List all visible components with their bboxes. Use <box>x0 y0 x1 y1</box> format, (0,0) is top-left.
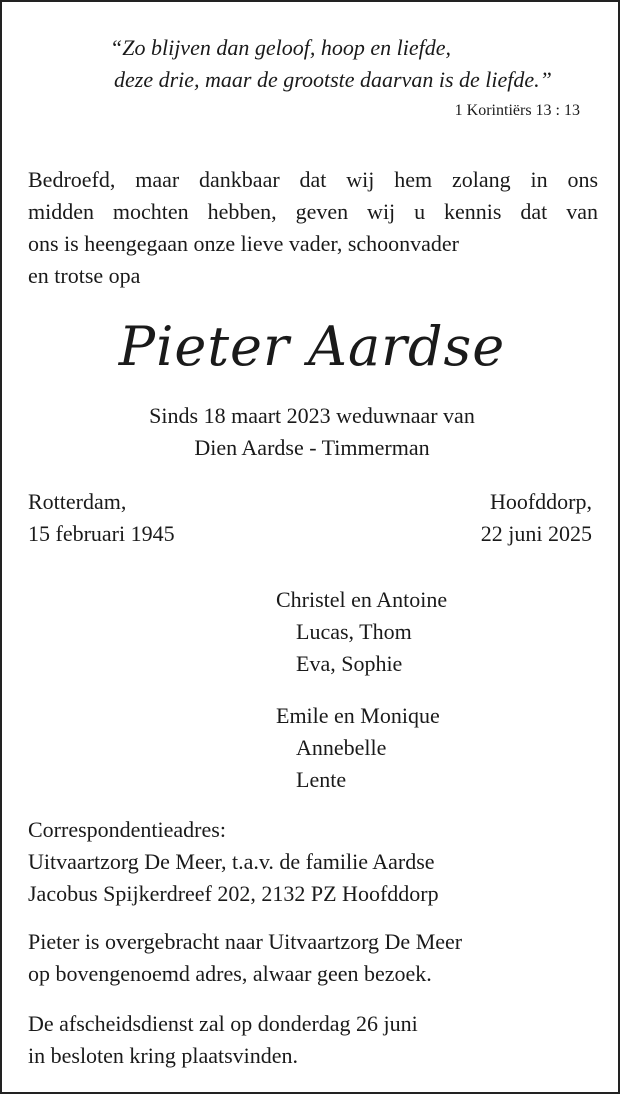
family-children: Eva, Sophie <box>296 651 403 676</box>
intro-line-1: Bedroefd, maar dankbaar dat wij hem zolang in ons <box>28 167 598 192</box>
transfer-line-2: op bovengenoemd adres, alwaar geen bezoek. <box>28 961 432 986</box>
widower-line-2: Dien Aardse - Timmerman <box>194 435 430 460</box>
correspondence-line-1: Uitvaartzorg De Meer, t.a.v. de familie Aardse <box>28 849 435 874</box>
intro-line-4: en trotse opa <box>28 263 141 288</box>
service-line-2: in besloten kring plaatsvinden. <box>28 1043 299 1068</box>
quote-line-1: “Zo blijven dan geloof, hoop en liefde, <box>110 35 451 60</box>
death-info <box>481 486 592 550</box>
family-parents: Emile en Monique <box>276 703 440 728</box>
family-children: Lucas, Thom <box>296 619 412 644</box>
birth-place: Rotterdam, <box>28 489 127 514</box>
widower-note <box>2 400 620 464</box>
deceased-name: Pieter Aardse <box>118 315 506 378</box>
service-notice <box>28 1008 418 1072</box>
intro-line-2: midden mochten hebben, geven wij u kennis dat van <box>28 199 598 224</box>
service-line-1: De afscheidsdienst zal op donderdag 26 juni <box>28 1011 418 1036</box>
birth-date: 15 februari 1945 <box>28 521 175 546</box>
correspondence-address <box>28 814 439 910</box>
family-group <box>276 700 440 796</box>
bible-quote <box>92 32 612 96</box>
widower-line-1: Sinds 18 maart 2023 weduwnaar van <box>149 403 475 428</box>
transfer-notice <box>28 926 462 990</box>
intro-text <box>28 164 598 292</box>
quote-reference: 1 Korintiërs 13 : 13 <box>454 102 580 119</box>
birth-info <box>28 486 175 550</box>
family-children: Lente <box>296 767 347 792</box>
death-date: 22 juni 2025 <box>480 521 592 546</box>
quote-line-2: deze drie, maar de grootste daarvan is de liefde.” <box>114 67 552 92</box>
death-place: Hoofddorp, <box>489 489 592 514</box>
family-children: Annebelle <box>296 735 387 760</box>
correspondence-line-2: Jacobus Spijkerdreef 202, 2132 PZ Hoofddorp <box>28 881 439 906</box>
transfer-line-1: Pieter is overgebracht naar Uitvaartzorg De Meer <box>28 929 463 954</box>
correspondence-label: Correspondentieadres: <box>28 817 226 842</box>
family-group <box>276 584 447 680</box>
intro-line-3: ons is heengegaan onze lieve vader, schoonvader <box>28 231 459 256</box>
family-parents: Christel en Antoine <box>276 587 448 612</box>
